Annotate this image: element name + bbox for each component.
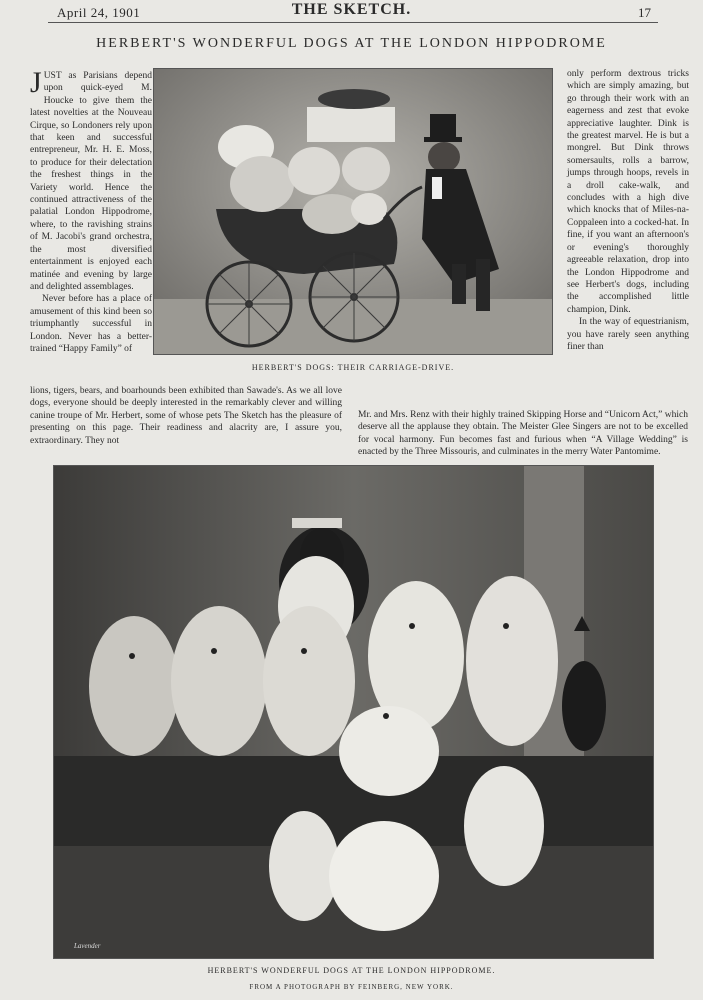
article-paragraph <box>30 66 152 293</box>
article-column-right <box>567 68 689 353</box>
header-title: THE SKETCH. <box>291 1 412 18</box>
photo-credit: FROM A PHOTOGRAPH BY FEINBERG, NEW YORK. <box>249 983 454 991</box>
photo-group-illustration <box>54 466 653 958</box>
article-text: UST as Parisians depend upon quick-eyed M. Houcke to give them the latest novelties at the Nouveau Cirque, so Londoners rely upon that keen and successful entrepreneur, Mr. H. E. Moss, to produce for their delectation the freshest things in the Variety world. Hence the continued attractiveness of the palatial London Hippodrome, where, to the ravishing strains of M. Jacobi's grand orchestra, the most diversified entertainment is enjoyed each matinée and evening by large and delighted assemblages. <box>30 71 152 292</box>
article-column-left <box>30 66 152 355</box>
photo-caption-bottom: HERBERT'S WONDERFUL DOGS AT THE LONDON HIPPODROME. <box>207 966 496 975</box>
page-number: 17 <box>638 5 651 20</box>
photographer-signature: Lavender <box>74 942 101 950</box>
drop-cap: J <box>30 66 42 99</box>
photo-group-of-dogs <box>53 465 654 959</box>
photo-carriage-illustration <box>154 69 552 354</box>
article-paragraph: only perform dextrous tricks which are simply amazing, but go through their work with an eagerness and zest that evoke appreciative laughter. Dink is the greatest marvel. He is but a mongrel. But Dink throws somersaults, rolls a barrow, jumps through hoops, revels in a droll cake-walk, and concludes with a high dive which knocks that of Miles-na-Coppaleen into a cocked-hat. In fine, if you want an afternoon's or evening's thoroughly agreeable relaxation, drop into the London Hippodrome and see Herbert's dogs, including the accomplished little champion, Dink. <box>567 69 689 315</box>
header-rule <box>48 22 658 23</box>
article-text-wide-left: lions, tigers, bears, and boarhounds been exhibited than Sawade's. As we all love dogs, everyone should be deeply interested in the remarkably clever and willing canine troupe of Mr. Herbert, some of whose pets The Sketch has the pleasure of presenting on this page. Their readiness and alacrity are, I assure you, extraordinary. They not <box>30 386 342 446</box>
article-paragraph: In the way of equestrianism, you have rarely seen anything finer than <box>567 317 689 352</box>
photo-caption-top: HERBERT'S DOGS: THEIR CARRIAGE-DRIVE. <box>251 363 455 372</box>
photo-carriage-drive <box>153 68 553 355</box>
article-text-wide-right: Mr. and Mrs. Renz with their highly trained Skipping Horse and “Unicorn Act,” which deserve all the applause they obtain. The Meister Glee Singers are not to be excelled for vocal harmony. Fun becomes fast and furious when “A Village Wedding” is enacted by the Three Missouris, and culminates in the merry Water Pantomime. <box>358 410 688 458</box>
header-date: April 24, 1901 <box>57 5 141 20</box>
article-headline: HERBERT'S WONDERFUL DOGS AT THE LONDON HIPPODROME <box>96 36 607 51</box>
article-paragraph: Never before has a place of amusement of this kind been so triumphantly successful in London. Never has a better-trained “Happy Family” of <box>30 294 152 354</box>
